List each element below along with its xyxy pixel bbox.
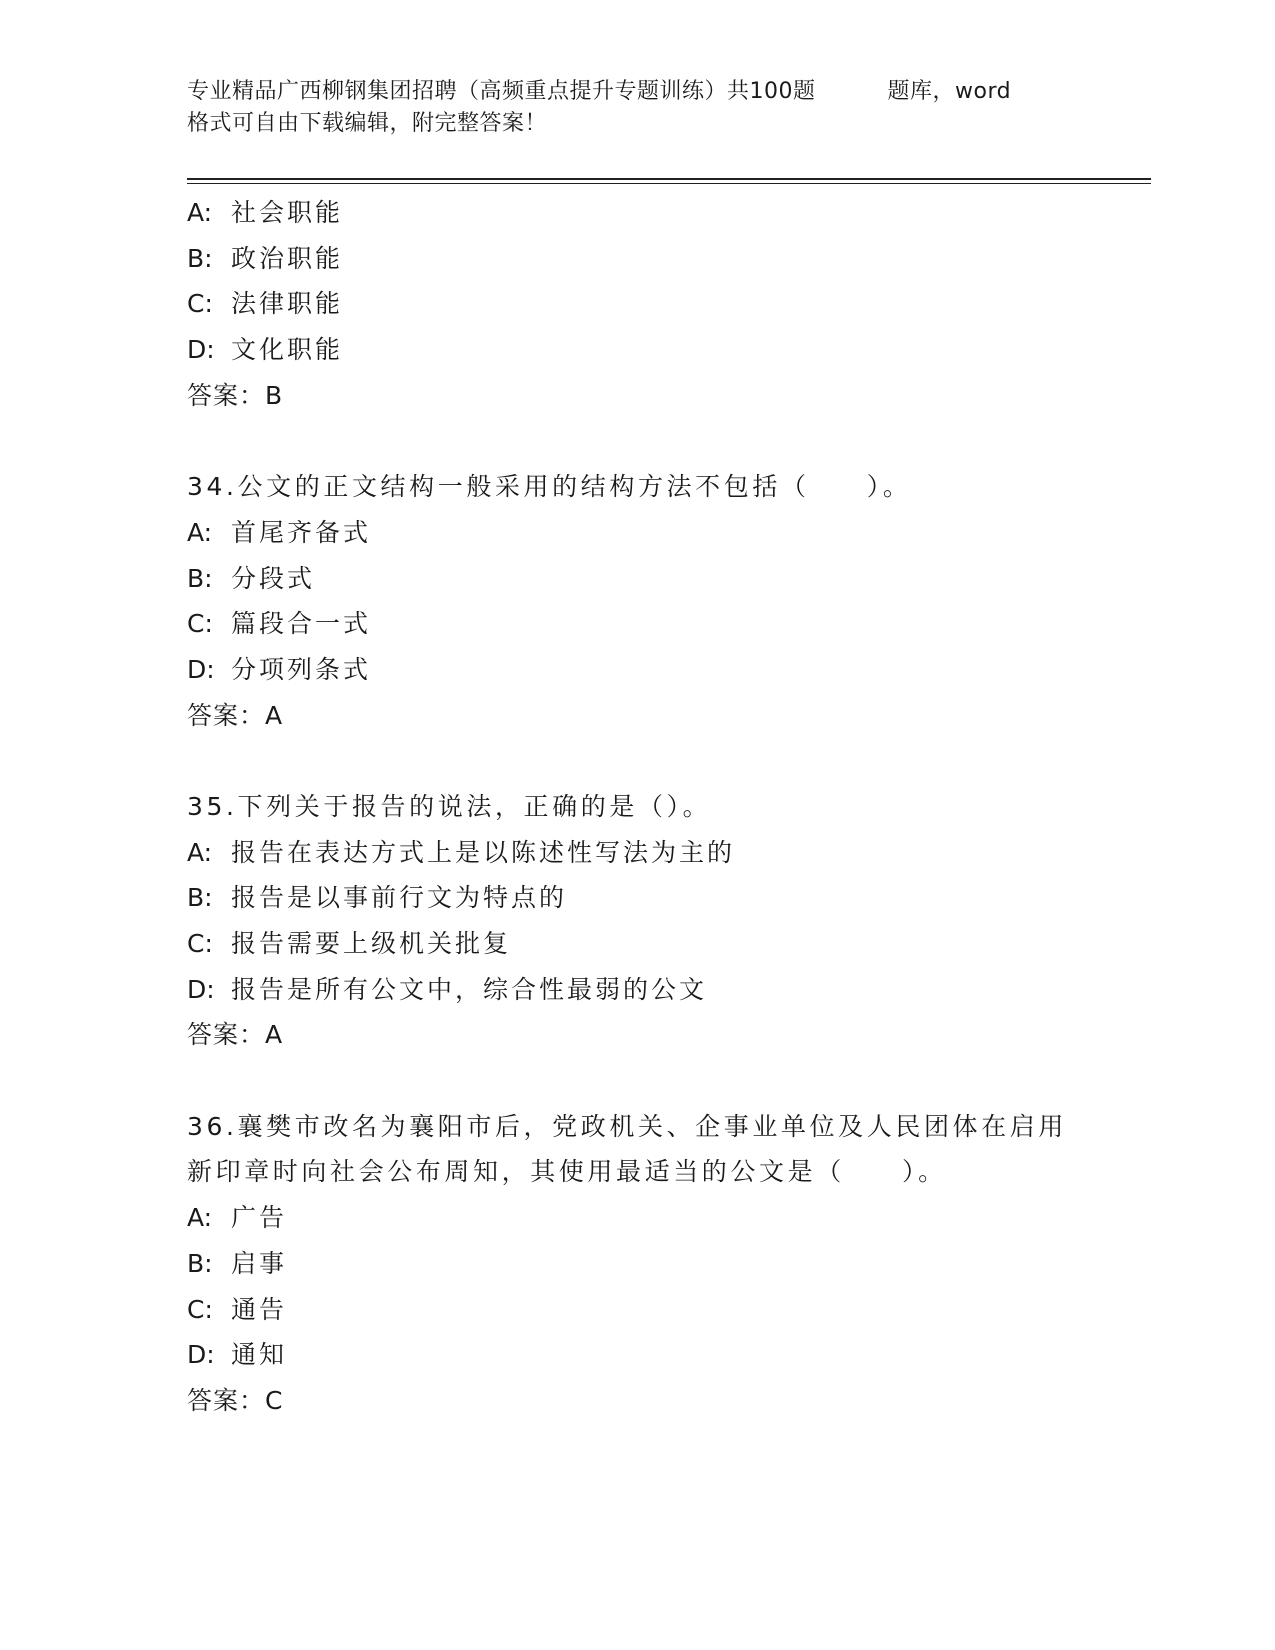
option-label: D: <box>187 335 215 365</box>
spacer <box>187 738 1087 784</box>
option-label: B: <box>187 1248 213 1278</box>
option-text: 篇段合一式 <box>231 609 372 639</box>
answer-line: 答案：A <box>187 1020 284 1050</box>
question-text-continued: 新印章时向社会公布周知，其使用最适当的公文是（ ）。 <box>187 1157 947 1187</box>
header-line-2: 格式可自由下载编辑，附完整答案！ <box>187 111 548 136</box>
option-a <box>187 190 1087 236</box>
question-block <box>187 784 1087 1058</box>
option-text: 首尾齐备式 <box>231 517 372 547</box>
header-line-1 <box>187 76 1087 108</box>
option-text: 报告需要上级机关批复 <box>231 929 512 958</box>
option-label: C: <box>187 929 213 958</box>
question-block <box>187 464 1087 738</box>
question-block <box>187 1104 1087 1424</box>
option-c <box>187 1287 1087 1333</box>
question-text: 34.公文的正文结构一般采用的结构方法不包括（ ）。 <box>187 472 912 502</box>
header-divider-thin <box>187 183 1151 184</box>
option-text: 启事 <box>231 1248 288 1278</box>
answer-line: 答案：C <box>187 1385 284 1415</box>
option-label: D: <box>187 1340 215 1370</box>
question-list <box>187 190 1087 1424</box>
answer-line: 答案：A <box>187 700 284 730</box>
question-text: 35.下列关于报告的说法，正确的是（）。 <box>187 791 712 821</box>
option-label: A: <box>187 517 213 547</box>
option-label: D: <box>187 654 215 684</box>
option-text: 通告 <box>231 1294 288 1324</box>
option-label: C: <box>187 1294 213 1324</box>
option-a <box>187 510 1087 556</box>
question-text: 36.襄樊市改名为襄阳市后，党政机关、企事业单位及人民团体在启用 <box>187 1111 1067 1141</box>
page-header <box>187 76 1087 140</box>
option-a <box>187 1195 1087 1241</box>
option-text: 广告 <box>231 1203 288 1233</box>
answer-line: 答案：B <box>187 380 284 410</box>
header-title-tail: 题库，word <box>887 79 1012 104</box>
option-d <box>187 1332 1087 1378</box>
option-label: B: <box>187 563 213 593</box>
option-label: C: <box>187 609 213 639</box>
header-title: 专业精品广西柳钢集团招聘（高频重点提升专题训练）共100题 <box>187 79 816 104</box>
option-label: D: <box>187 974 215 1004</box>
option-label: B: <box>187 883 213 913</box>
option-text: 分段式 <box>231 563 316 593</box>
option-label: B: <box>187 243 213 273</box>
option-text: 社会职能 <box>231 198 344 227</box>
option-c <box>187 281 1087 327</box>
option-label: A: <box>187 1203 213 1233</box>
header-divider-thick <box>187 178 1151 180</box>
option-label: C: <box>187 289 213 319</box>
option-text: 文化职能 <box>231 335 344 365</box>
spacer <box>187 1058 1087 1104</box>
option-text: 报告是所有公文中，综合性最弱的公文 <box>231 974 708 1004</box>
option-d <box>187 327 1087 373</box>
spacer <box>187 418 1087 464</box>
option-c <box>187 601 1087 647</box>
option-b <box>187 1241 1087 1287</box>
option-text: 通知 <box>231 1340 288 1370</box>
option-label: A: <box>187 198 213 227</box>
option-text: 政治职能 <box>231 243 344 273</box>
option-text: 报告在表达方式上是以陈述性写法为主的 <box>231 837 736 867</box>
option-b <box>187 556 1087 602</box>
option-b <box>187 875 1087 921</box>
option-text: 法律职能 <box>231 289 344 319</box>
option-d <box>187 647 1087 693</box>
option-b <box>187 236 1087 282</box>
option-a <box>187 830 1087 876</box>
question-block <box>187 190 1087 418</box>
option-label: A: <box>187 837 213 867</box>
option-d <box>187 967 1087 1013</box>
option-text: 报告是以事前行文为特点的 <box>231 883 568 913</box>
option-c <box>187 921 1087 967</box>
option-text: 分项列条式 <box>231 654 372 684</box>
